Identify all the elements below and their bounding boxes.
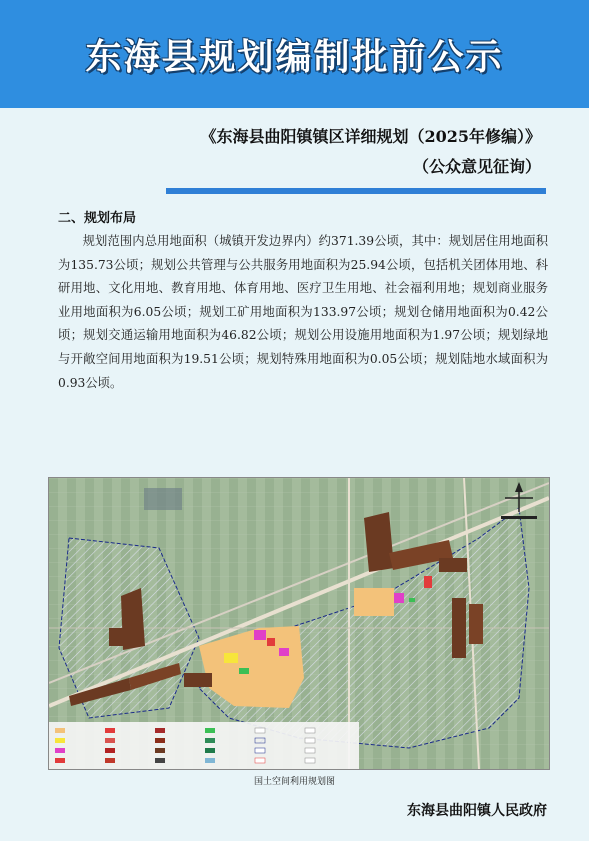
document-subtitle: （公众意见征询）: [412, 157, 541, 176]
scale-bar: [501, 516, 537, 519]
land-use-map: [48, 477, 550, 770]
public-service-block: [279, 648, 289, 656]
public-service-block: [394, 593, 404, 603]
map-caption: 国土空间利用规划图: [253, 777, 335, 787]
industrial-block: [184, 673, 212, 687]
issuer-signature: 东海县曲阳镇人民政府: [407, 803, 547, 819]
residential-area: [354, 588, 394, 616]
industrial-block: [469, 604, 483, 644]
document-title: 《东海县曲阳镇镇区详细规划（2025年修编）》: [200, 127, 541, 146]
industrial-block: [364, 512, 394, 572]
public-service-block: [254, 630, 266, 640]
commercial-block: [267, 638, 275, 646]
page-header: [0, 0, 589, 108]
section-body: 规划范围内总用地面积（城镇开发边界内）约371.39公顷，其中：规划居住用地面积为135.73公顷；规划公共管理与公共服务用地面积为25.94公顷，包括机关团体用地、科研用地、文化用地、教育用地、体育用地、医疗卫生用地、社会福利用地；规划商业服务业用地面积为6.05公顷；规划工矿用地面积为133.97公顷；规划仓储用地面积为0.42公顷；规划交通运输用地面积为46.82公顷；规划公用设施用地面积为1.97公顷；规划绿地与开敞空间用地面积为19.51公顷；规划特殊用地面积为0.05公顷；规划陆地水域面积为0.93公顷。: [58, 234, 548, 390]
header-title: 东海县规划编制批前公示: [85, 36, 504, 78]
industrial-block: [452, 598, 466, 658]
education-block: [224, 653, 238, 663]
land-use-map-graphic: [49, 478, 549, 769]
title-divider: [166, 188, 546, 194]
pond: [144, 488, 182, 510]
commercial-block: [424, 576, 432, 588]
industrial-block: [439, 558, 467, 572]
green-block: [239, 668, 249, 674]
green-block: [409, 598, 415, 602]
section-heading: 二、规划布局: [58, 211, 137, 226]
industrial-block: [109, 628, 125, 646]
